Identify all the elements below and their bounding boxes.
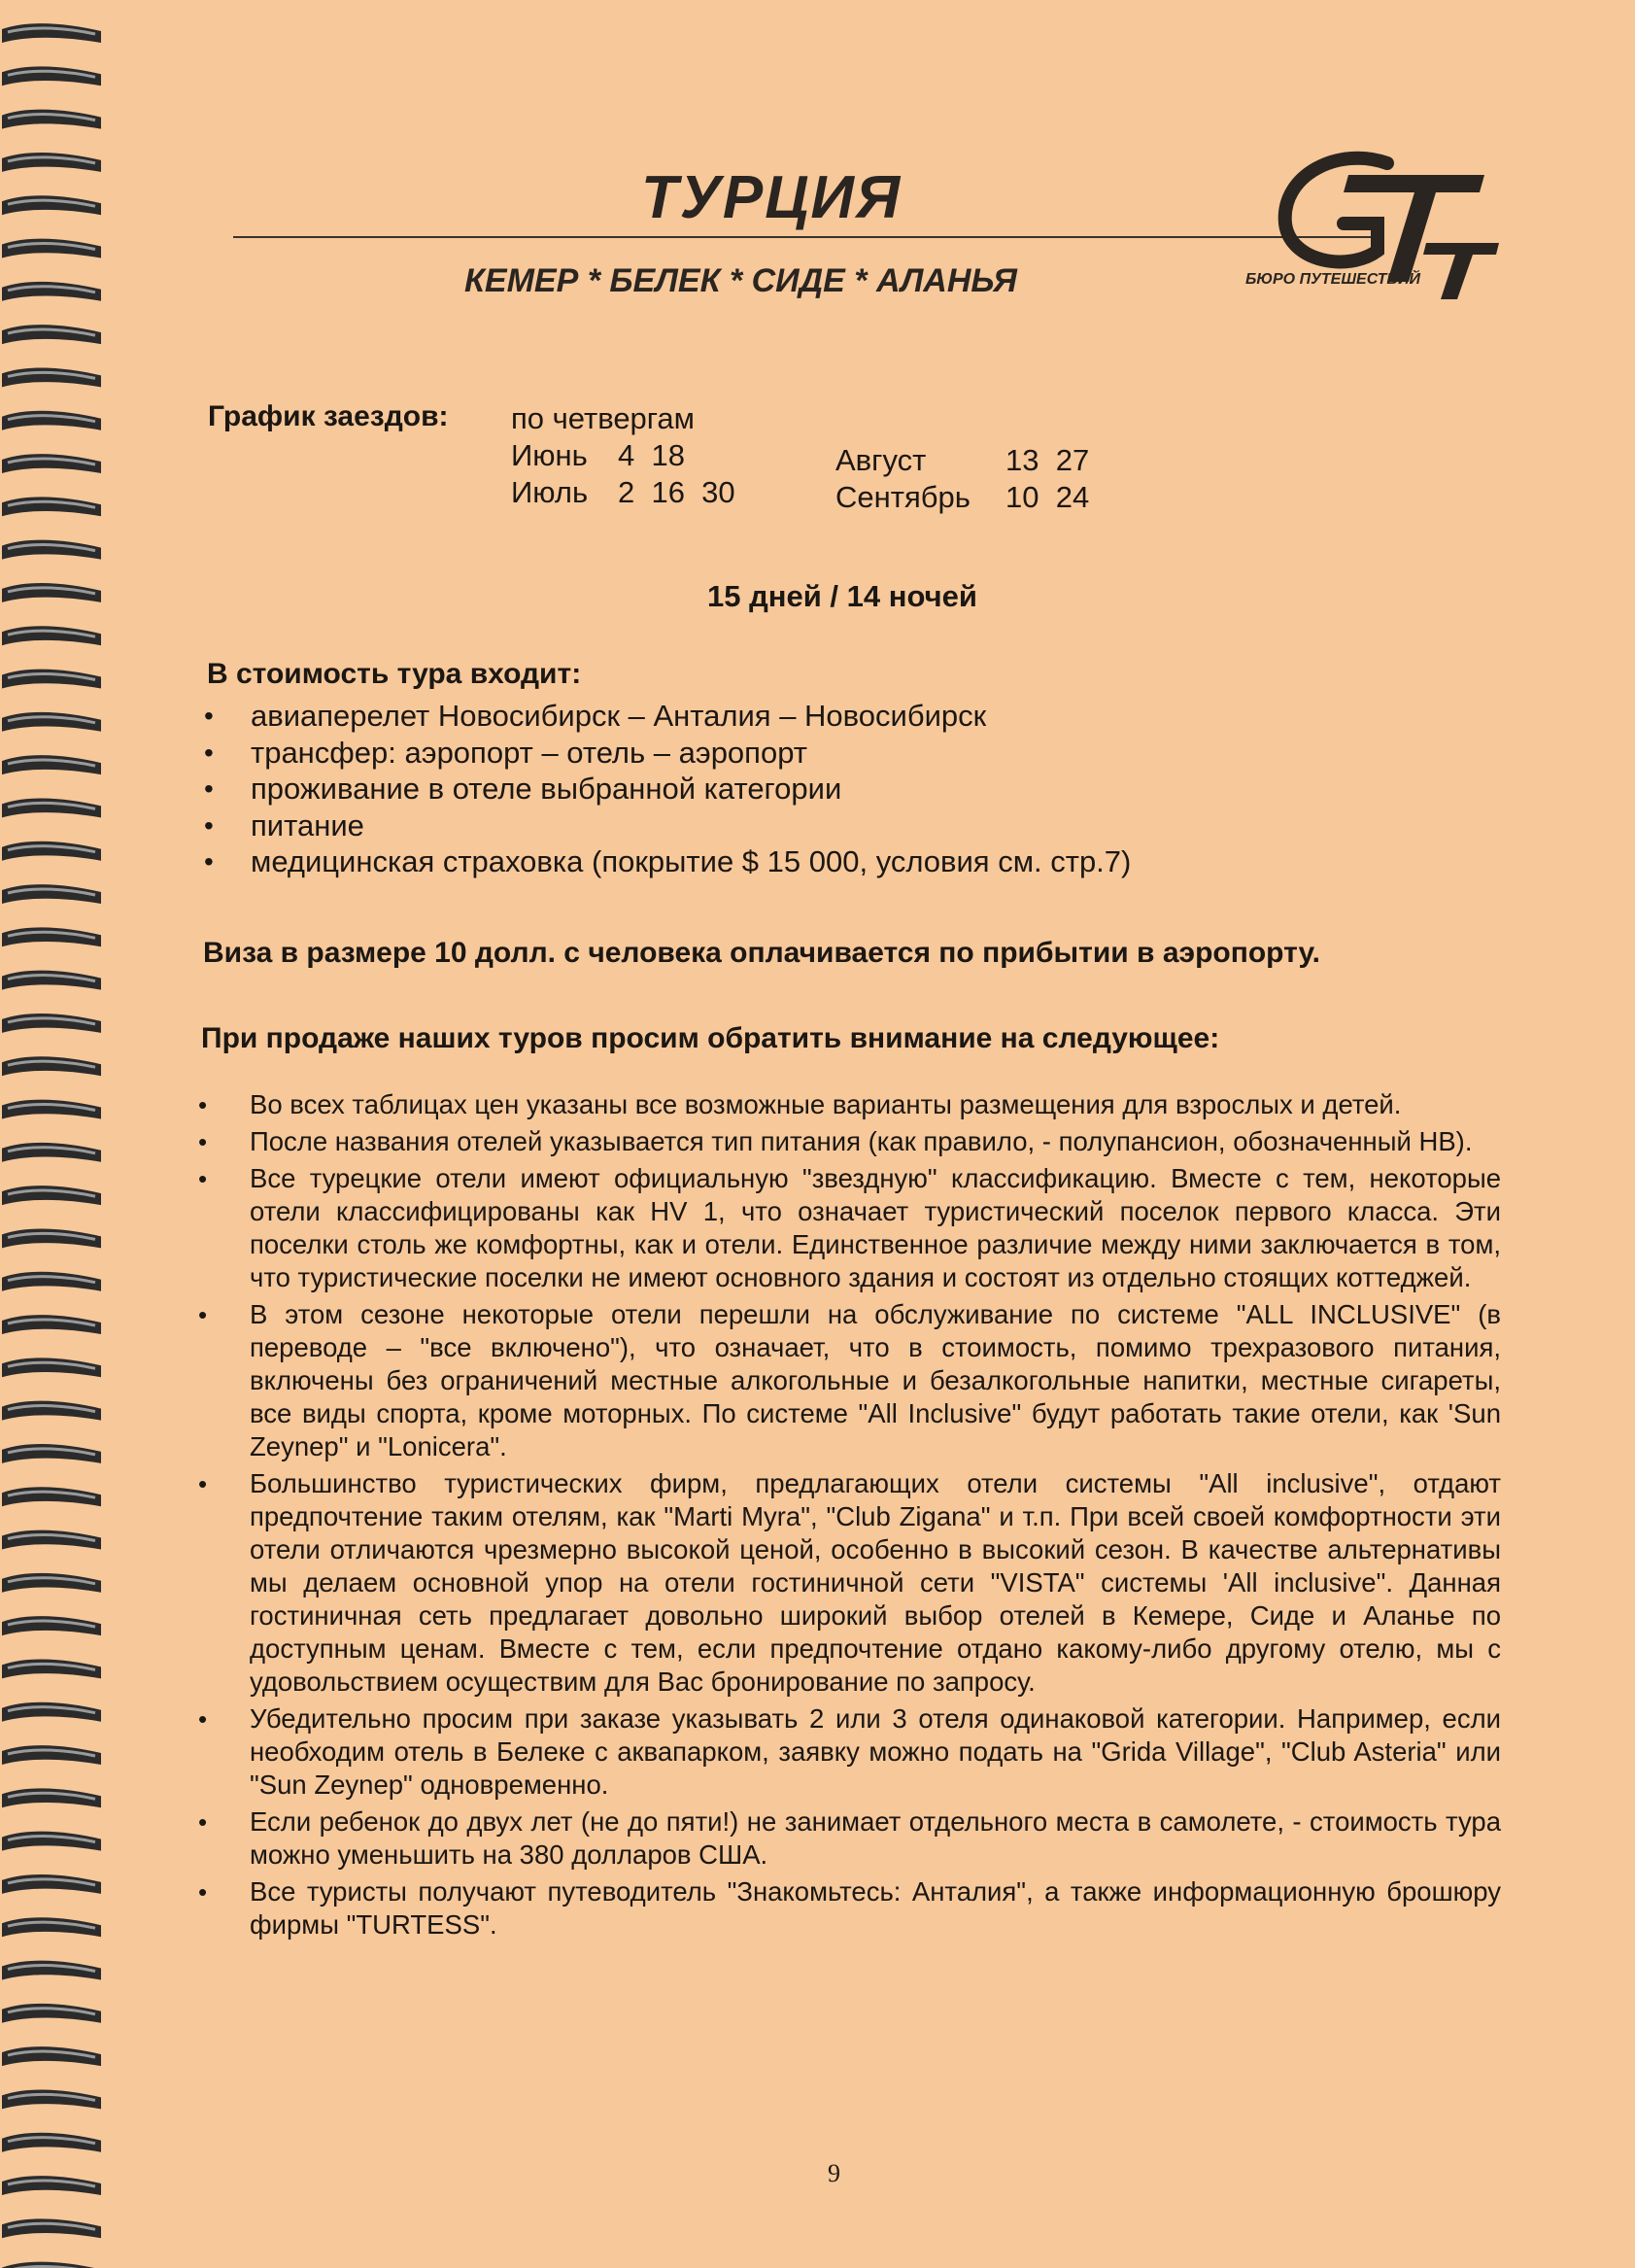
- spiral-coils: [0, 0, 115, 2268]
- list-item: • питание: [204, 808, 1273, 844]
- schedule-month: Июль: [511, 475, 589, 509]
- spiral-coil: [2, 2176, 101, 2195]
- spiral-coil: [2, 1444, 101, 1463]
- spiral-coil: [2, 798, 101, 817]
- schedule-dates: 2 16 30: [618, 475, 735, 509]
- spiral-coil: [2, 1487, 101, 1506]
- spiral-coil: [2, 110, 101, 129]
- spiral-coil: [2, 1788, 101, 1807]
- spiral-coil: [2, 583, 101, 602]
- list-item: • После названия отелей указывается тип питания (как правило, - полупансион, обозначенный НВ).: [194, 1125, 1501, 1158]
- spiral-coil: [2, 1056, 101, 1076]
- spiral-coil: [2, 282, 101, 301]
- spiral-coil: [2, 670, 101, 689]
- list-item: • В этом сезоне некоторые отели перешли на обслуживание по системе "ALL INCLUSIVE" (в переводе – "все включено"), что означает, что в стоимость, помимо трехразового питания, включены без ограничений местные алкогольные и безалкогольные напитки, местные сигареты, все виды спорта, кроме моторных. По системе "All Inclusive" будут работать такие отели, как 'Sun Zeynep" и "Lonicera".: [194, 1298, 1501, 1463]
- spiral-coil: [2, 1228, 101, 1248]
- page-title: ТУРЦИЯ: [641, 164, 903, 231]
- title-divider: [233, 236, 1380, 238]
- spiral-coil: [2, 1401, 101, 1421]
- spiral-coil: [2, 1961, 101, 1980]
- spiral-coil: [2, 1573, 101, 1593]
- spiral-coil: [2, 2046, 101, 2066]
- list-item: • проживание в отеле выбранной категории: [204, 771, 1273, 808]
- spiral-coil: [2, 454, 101, 473]
- spiral-coil: [2, 1143, 101, 1162]
- spiral-coil: [2, 497, 101, 516]
- spiral-coil: [2, 325, 101, 344]
- list-item: • трансфер: аэропорт – отель – аэропорт: [204, 735, 1273, 772]
- spiral-coil: [2, 239, 101, 258]
- spiral-coil: [2, 66, 101, 86]
- spiral-binding: [0, 0, 115, 2268]
- list-item: • медицинская страховка (покрытие $ 15 000, условия см. стр.7): [204, 843, 1273, 880]
- included-heading: В стоимость тура входит:: [207, 658, 582, 690]
- spiral-coil: [2, 1530, 101, 1550]
- visa-notice: Виза в размере 10 долл. с человека оплачивается по прибытии в аэропорту.: [203, 937, 1320, 969]
- spiral-coil: [2, 2218, 101, 2238]
- resorts-subtitle: КЕМЕР * БЕЛЕК * СИДЕ * АЛАНЬЯ: [464, 262, 1017, 299]
- schedule-dates: 4 18: [618, 438, 685, 472]
- schedule-month: Август: [835, 443, 927, 477]
- spiral-coil: [2, 1832, 101, 1851]
- page-number: 9: [828, 2159, 840, 2187]
- logo-caption: БЮРО ПУТЕШЕСТВИЙ: [1245, 271, 1420, 288]
- spiral-coil: [2, 23, 101, 43]
- spiral-coil: [2, 1616, 101, 1635]
- list-item: • Все туристы получают путеводитель "Знакомьтесь: Анталия", а также информационную брошюру фирмы "TURTESS".: [194, 1875, 1501, 1942]
- spiral-coil: [2, 971, 101, 990]
- spiral-coil: [2, 367, 101, 387]
- spiral-coil: [2, 411, 101, 430]
- schedule-month: Сентябрь: [835, 480, 971, 514]
- schedule-dates: 10 24: [1005, 480, 1090, 514]
- spiral-coil: [2, 2089, 101, 2109]
- notes-list: [194, 1088, 1501, 1945]
- spiral-coil: [2, 540, 101, 560]
- spiral-coil: [2, 1014, 101, 1033]
- list-item: • Во всех таблицах цен указаны все возможные варианты размещения для взрослых и детей.: [194, 1088, 1501, 1121]
- spiral-coil: [2, 2004, 101, 2023]
- spiral-coil: [2, 1659, 101, 1678]
- spiral-coil: [2, 195, 101, 215]
- spiral-coil: [2, 927, 101, 946]
- spiral-coil: [2, 1272, 101, 1291]
- spiral-coil: [2, 712, 101, 732]
- tour-duration: 15 дней / 14 ночей: [707, 579, 977, 613]
- spiral-coil: [2, 2262, 101, 2268]
- list-item: • Большинство туристических фирм, предлагающих отели системы "All inclusive", отдают предпочтение таким отелям, как "Marti Myra", "Club Zigana" и т.п. При всей своей комфортности эти отели отличаются чрезмерно высокой ценой, особенно в высокий сезон. В качестве альтернативы мы делаем основной упор на отели гостиничной сети "VISTA" системы 'All inclusive". Данная гостиничная сеть предлагает довольно широкий выбор отелей в Кемере, Сиде и Аланье по доступным ценам. Вместе с тем, если предпочтение отдано какому-либо другому отелю, мы с удовольствием осуществим для Вас бронирование по запросу.: [194, 1467, 1501, 1699]
- spiral-coil: [2, 1357, 101, 1377]
- spiral-coil: [2, 1186, 101, 1205]
- notes-heading: При продаже наших туров просим обратить внимание на следующее:: [201, 1022, 1220, 1054]
- spiral-coil: [2, 755, 101, 774]
- spiral-coil: [2, 1874, 101, 1894]
- spiral-coil: [2, 1315, 101, 1334]
- spiral-coil: [2, 1702, 101, 1722]
- list-item: • Убедительно просим при заказе указывать 2 или 3 отеля одинаковой категории. Например, если необходим отель в Белеке с аквапарком, заявку можно подать на "Grida Village", "Club Asteria" или "Sun Zeynep" одновременно.: [194, 1702, 1501, 1802]
- spiral-coil: [2, 1100, 101, 1119]
- list-item: • Если ребенок до двух лет (не до пяти!) не занимает отдельного места в самолете, - стоимость тура можно уменьшить на 380 долларов США.: [194, 1805, 1501, 1872]
- schedule-label: График заездов:: [208, 400, 449, 432]
- spiral-coil: [2, 842, 101, 861]
- included-list: [204, 698, 1273, 880]
- spiral-coil: [2, 1745, 101, 1765]
- spiral-coil: [2, 1917, 101, 1937]
- list-item: • Все турецкие отели имеют официальную "звездную" классификацию. Вместе с тем, некоторые отели классифицированы как HV 1, что означает туристический поселок первого класса. Эти поселки столь же комфортны, как и отели. Единственное различие между ними заключается в том, что туристические поселки не имеют основного здания и состоят из отдельно стоящих коттеджей.: [194, 1162, 1501, 1294]
- schedule-day: по четвергам: [511, 401, 695, 435]
- list-item: • авиаперелет Новосибирск – Анталия – Новосибирск: [204, 698, 1273, 735]
- schedule-dates: 13 27: [1005, 443, 1090, 477]
- spiral-coil: [2, 884, 101, 904]
- spiral-coil: [2, 2133, 101, 2152]
- spiral-coil: [2, 153, 101, 172]
- schedule-month: Июнь: [511, 438, 588, 472]
- spiral-coil: [2, 626, 101, 645]
